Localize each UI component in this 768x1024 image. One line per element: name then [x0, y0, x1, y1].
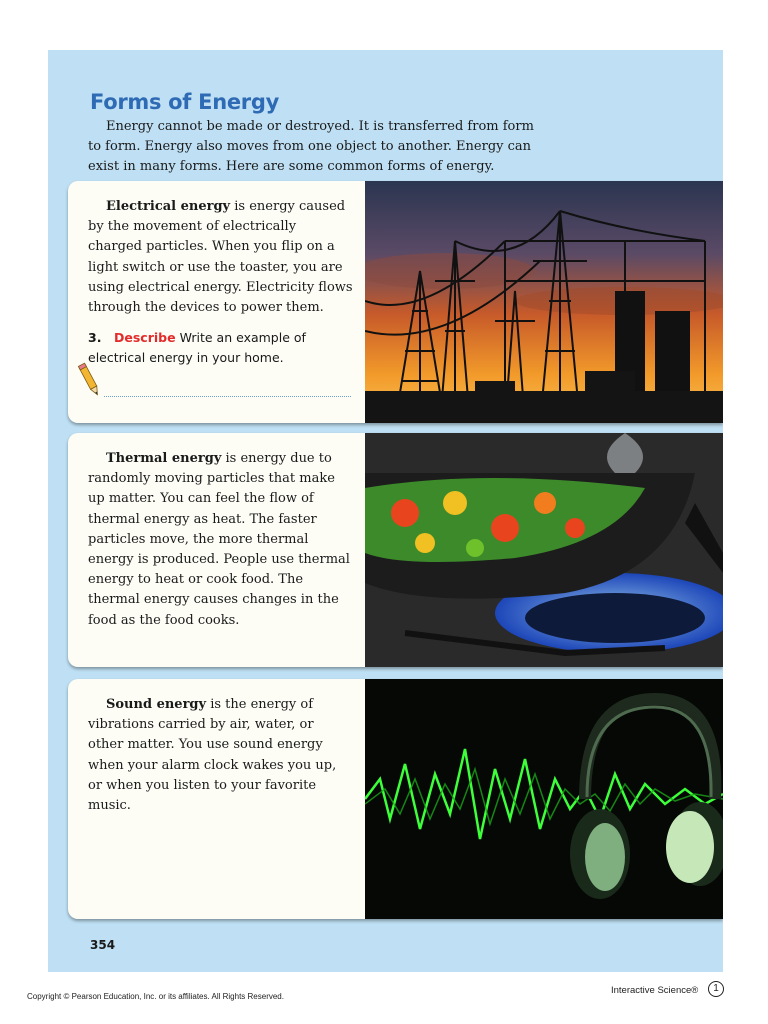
sound-energy-description: is the energy of vibrations carried by air, water, or other matter. You use sound energy when your alarm clock wakes you up, or when you listen to your favorite music.	[88, 697, 337, 814]
question-text: Write an example of electrical energy in your home.	[88, 330, 306, 365]
sound-energy-text	[88, 695, 353, 816]
thermal-energy-description: is energy due to randomly moving particles that make up matter. You can feel the flow of thermal energy as heat. The faster particles move, the more thermal energy is produced. People use thermal energy to heat or cook food. The thermal energy causes changes in the food as the food cooks.	[88, 451, 350, 628]
sound-energy-term: Sound energy	[106, 697, 207, 712]
electrical-energy-description: is energy caused by the movement of electrically charged particles. When you flip on a light switch or use the toaster, you are using electrical energy. Electricity flows through the devices to power them.	[88, 199, 353, 316]
thermal-energy-text	[88, 449, 353, 631]
sound-energy-panel	[68, 679, 723, 919]
answer-line[interactable]	[104, 396, 351, 397]
describe-question	[88, 328, 358, 368]
page-title: Forms of Energy	[90, 90, 279, 114]
thermal-energy-panel	[68, 433, 723, 667]
power-station-photo	[365, 181, 723, 423]
electrical-energy-text	[88, 197, 353, 318]
sheet-number-badge: 1	[708, 981, 724, 997]
page-number: 354	[90, 938, 116, 952]
pencil-icon	[76, 361, 102, 399]
copyright-notice: Copyright © Pearson Education, Inc. or its affiliates. All Rights Reserved.	[27, 992, 284, 1001]
wok-cooking-photo	[365, 433, 723, 667]
headphones-sound-wave-photo	[365, 679, 723, 919]
textbook-page	[48, 50, 723, 972]
question-number: 3.	[88, 330, 102, 345]
question-verb: Describe	[114, 330, 176, 345]
electrical-energy-panel	[68, 181, 723, 423]
brand-label: Interactive Science®	[611, 985, 699, 996]
electrical-energy-term: Electrical energy	[106, 199, 231, 214]
intro-paragraph: Energy cannot be made or destroyed. It is transferred from form to form. Energy also moves from one object to another. Energy can exist in many forms. Here are some common forms of energy.	[88, 119, 534, 174]
thermal-energy-term: Thermal energy	[106, 451, 222, 466]
